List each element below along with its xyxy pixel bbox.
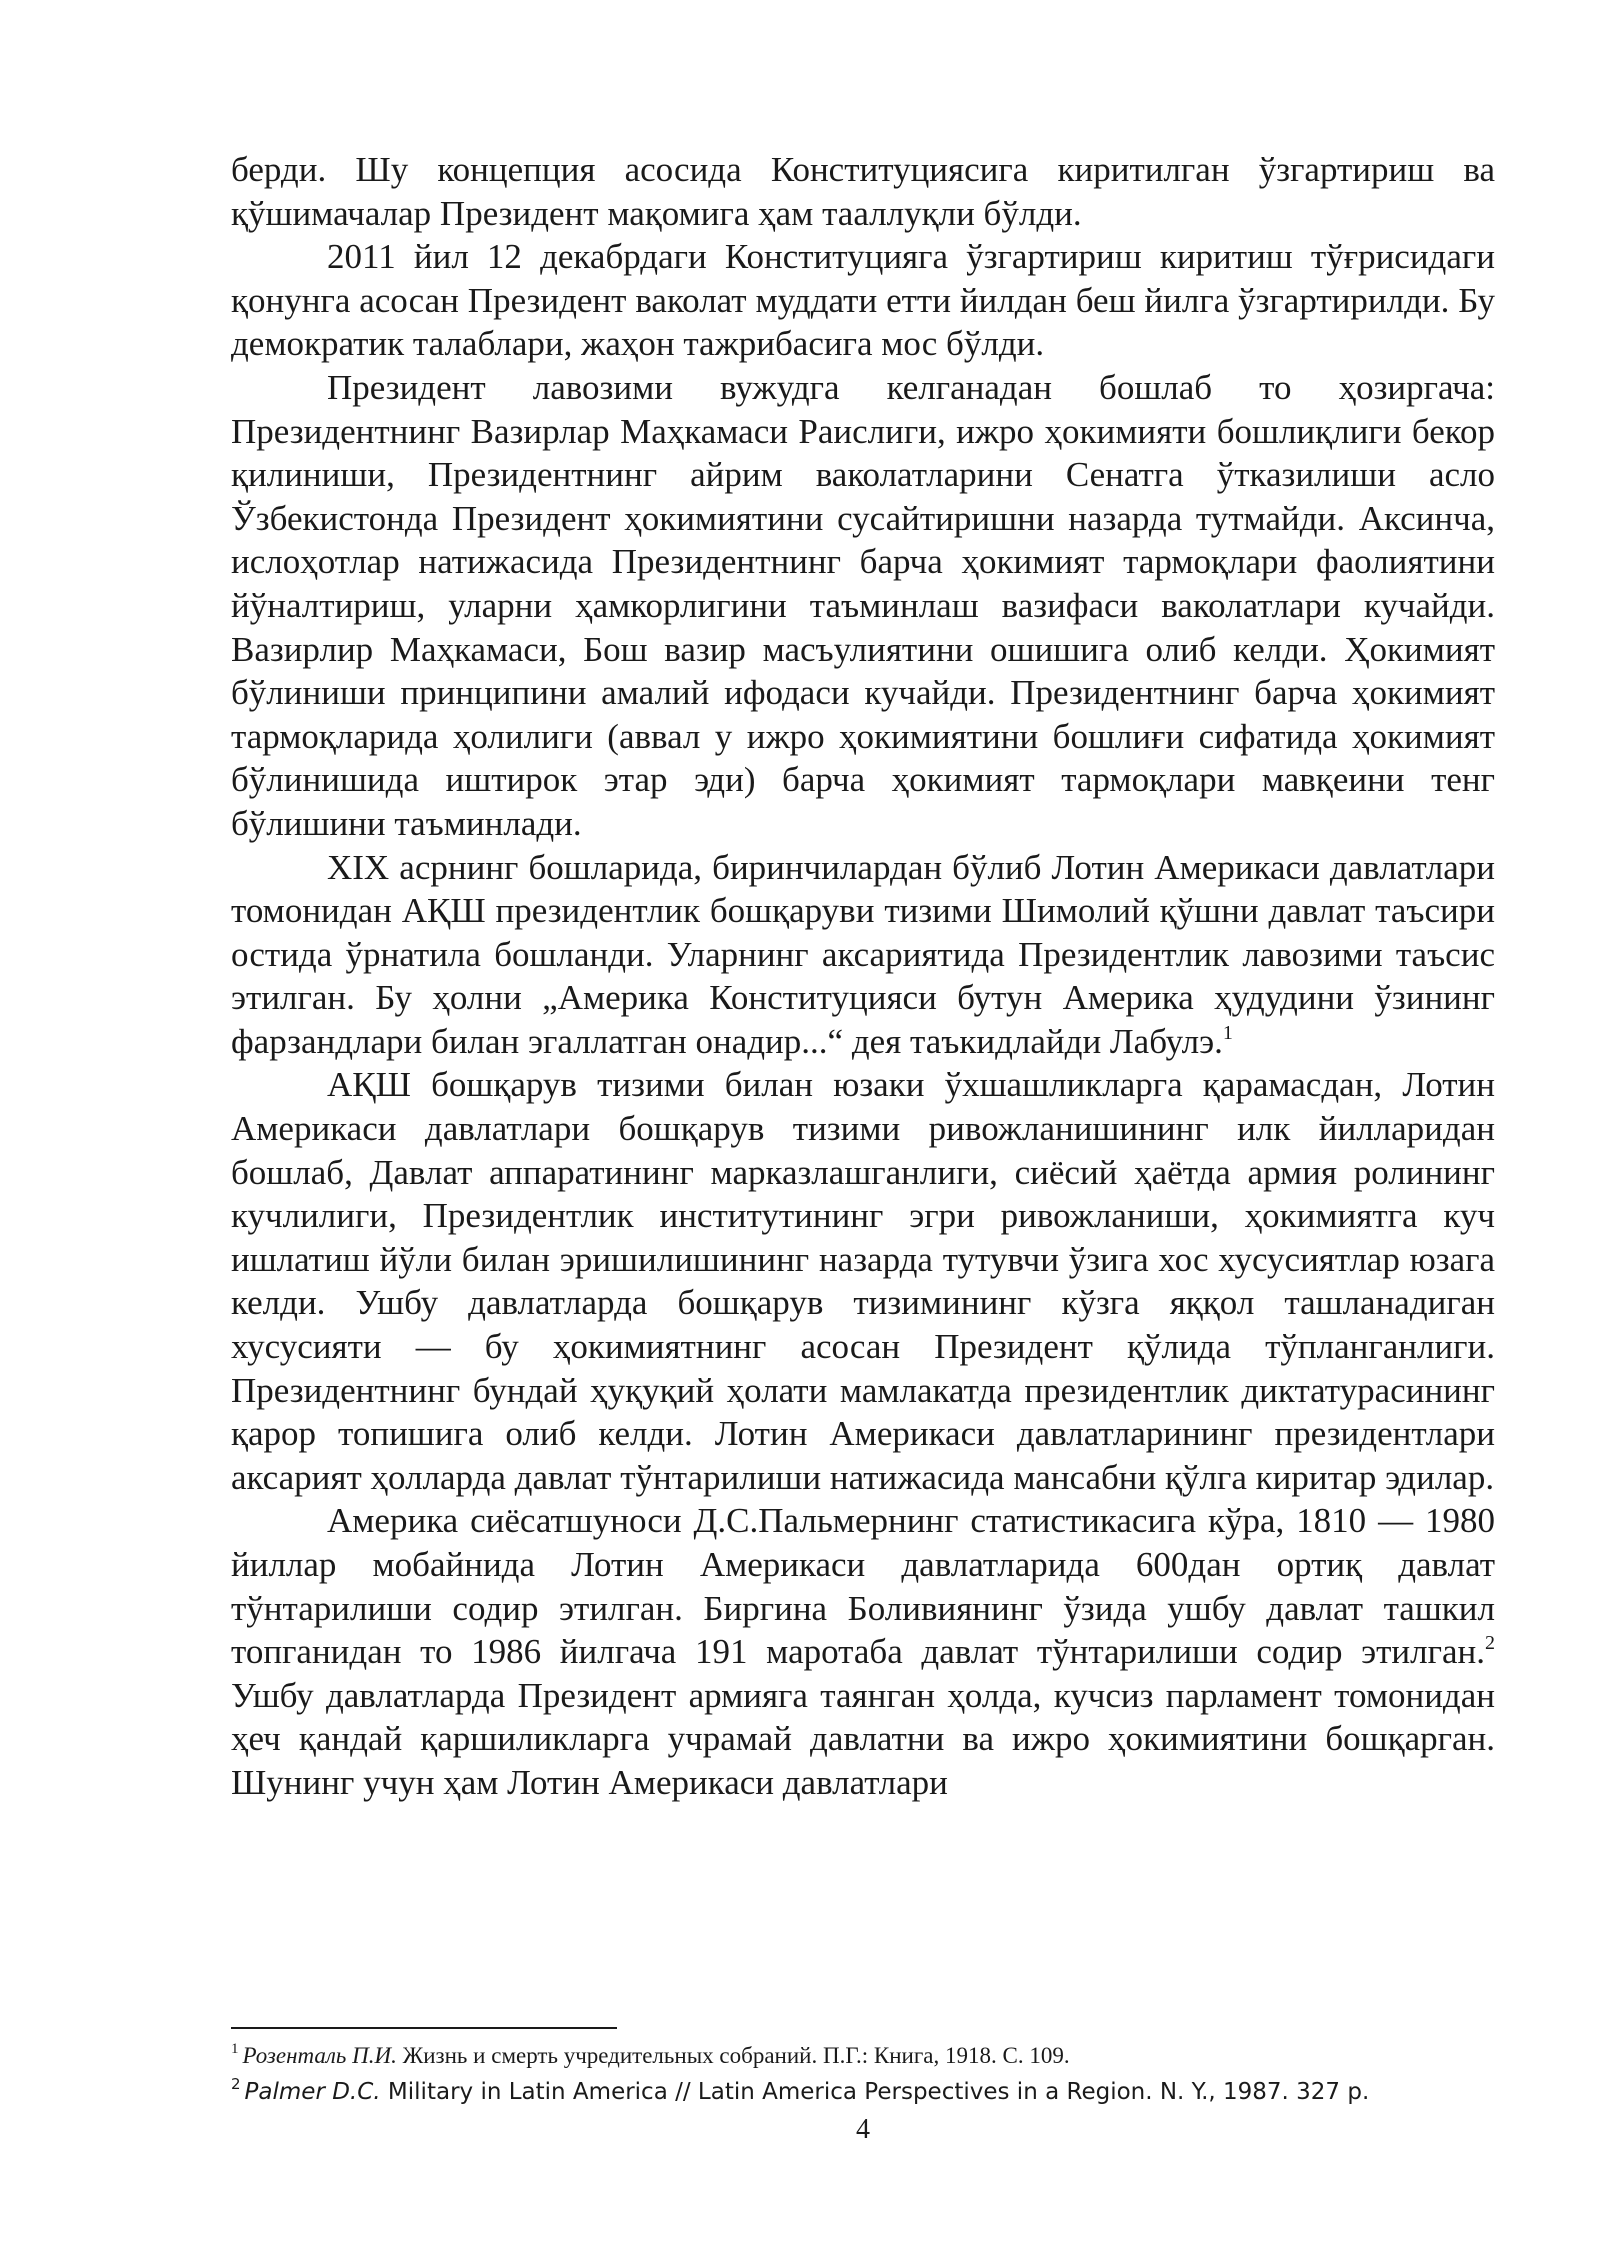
footnote-ref-2[interactable]: 2 bbox=[1485, 1632, 1495, 1655]
footnote-1 bbox=[231, 2040, 1495, 2072]
paragraph-1: берди. Шу концепция асосида Конституциясига киритилган ўзгартириш ва қўшимачалар Президент мақомига ҳам тааллуқли бўлди. bbox=[231, 150, 1495, 233]
footnote-text: Military in Latin America // Latin America Perspectives in a Region. N. Y., 1987. 327 p. bbox=[380, 2079, 1370, 2105]
page-number: 4 bbox=[856, 2114, 870, 2145]
paragraph-5: АҚШ бошқарув тизими билан юзаки ўхшашликларга қарамасдан, Лотин Америкаси давлатлари бошқарув тизими ривожланишининг илк йилларидан бошлаб, Давлат аппаратининг марказлашганлиги, сиёсий ҳаётда армия ролининг кучлилиги, Президентлик институтининг эгри ривожланиши, ҳокимиятга куч ишлатиш йўли билан эришилишининг назарда тутувчи ўзига хос хусусиятлар юзага келди. Ушбу давлатларда бошқарув тизимининг кўзга яққол ташланадиган хусусияти — бу ҳокимиятнинг асосан Президент қўлида тўпланганлиги. Президентнинг бундай ҳуқуқий ҳолати мамлакатда президентлик диктатурасининг қарор топишига олиб келди. Лотин Америкаси давлатларининг президентлари аксарият ҳолларда давлат тўнтарилиши натижасида мансабни қўлга киритар эдилар. bbox=[231, 1065, 1495, 1497]
footnote-author: Palmer D.C. bbox=[244, 2079, 381, 2105]
footnotes bbox=[231, 2040, 1495, 2112]
paragraph-6-continuation: Ушбу давлатларда Президент армияга таянган ҳолда, кучсиз парламент томонидан ҳеч қандай қаршиликларга учрамай давлатни ва ижро ҳокимиятини бошқарган. Шунинг учун ҳам Лотин Америкаси давлатлари bbox=[231, 1675, 1495, 1802]
paragraph-6 bbox=[231, 1499, 1495, 1804]
footnote-number: 2 bbox=[231, 2075, 241, 2093]
paragraph-3: Президент лавозими вужудга келганадан бошлаб то ҳозиргача: Президентнинг Вазирлар Маҳкамаси Раислиги, ижро ҳокимияти бошлиқлиги бекор қилиниши, Президентнинг айрим ваколатларини Сенатга ўтказилиши асло Ўзбекистонда Президент ҳокимиятини сусайтиришни назарда тутмайди. Аксинча, ислоҳотлар натижасида Президентнинг барча ҳокимият тармоқлари фаолиятини йўналтириш, уларни ҳамкорлигини таъминлаш вазифаси ваколатлари кучайди. Вазирлир Маҳкамаси, Бош вазир масъулиятини ошишига олиб келди. Ҳокимият бўлиниши принципини амалий ифодаси кучайди. Президентнинг барча ҳокимият тармоқларида ҳолилиги (аввал у ижро ҳокимиятини бошлиғи сифатида ҳокимият бўлинишида иштирок этар эди) барча ҳокимият тармоқлари мавқеини тенг бўлишини таъминлади. bbox=[231, 367, 1495, 843]
paragraph-4-text: XIX асрнинг бошларида, биринчилардан бўлиб Лотин Америкаси давлатлари томонидан АҚШ президентлик бошқаруви тизими Шимолий қўшни давлат таъсири остида ўрнатила бошланди. Уларнинг аксариятида Президентлик лавозими таъсис этилган. Бу ҳолни „Америка Конституцияси бутун Америка ҳудудини ўзининг фарзандлари билан эгаллатган онадир...“ дея таъкидлайди Лабулэ. bbox=[231, 847, 1495, 1061]
footnote-2 bbox=[231, 2076, 1495, 2108]
footnote-separator bbox=[231, 2027, 617, 2029]
body-text bbox=[231, 148, 1495, 1805]
footnote-number: 1 bbox=[231, 2041, 239, 2057]
footnote-text: Жизнь и смерть учредительных собраний. П.Г.: Книга, 1918. С. 109. bbox=[396, 2043, 1070, 2068]
footnote-author: Розенталь П.И. bbox=[242, 2043, 397, 2068]
paragraph-4 bbox=[231, 846, 1495, 1064]
paragraph-6-text: Америка сиёсатшуноси Д.С.Пальмернинг статистикасига кўра, 1810 — 1980 йиллар мобайнида Лотин Америкаси давлатларида 600дан ортиқ давлат тўнтарилиши содир этилган. Биргина Боливиянинг ўзида ушбу давлат ташкил топганидан то 1986 йилгача 191 маротаба давлат тўнтарилиши содир этилган. bbox=[231, 1501, 1495, 1672]
footnote-ref-1[interactable]: 1 bbox=[1222, 1021, 1233, 1044]
paragraph-2: 2011 йил 12 декабрдаги Конституцияга ўзгартириш киритиш тўғрисидаги қонунга асосан Президент ваколат муддати етти йилдан беш йилга ўзгартирилди. Бу демократик талаблари, жаҳон тажрибасига мос бўлди. bbox=[231, 237, 1495, 364]
